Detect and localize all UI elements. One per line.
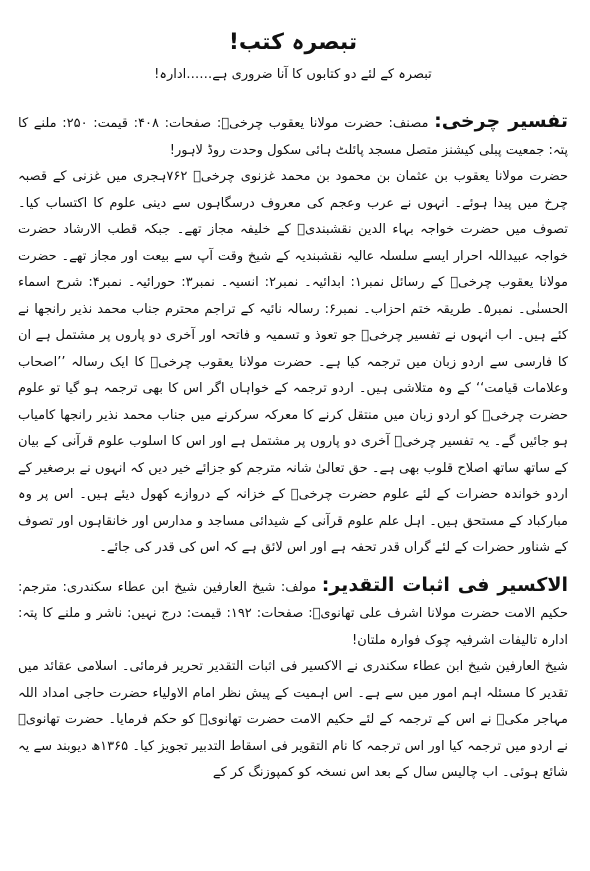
book-title: تفسیر چرخی: <box>434 110 568 132</box>
book-details: مصنف: حضرت مولانا یعقوب چرخیؒ: صفحات: ۴۰۸: قیمت: ۲۵۰: ملنے کا پتہ: جمعیت پبلی کیشنز متصل مسجد پائلٹ ہائی سکول وحدت روڈ لاہور! <box>18 116 568 158</box>
book-details: مولف: شیخ العارفین شیخ ابن عطاء سکندری: مترجم: حکیم الامت حضرت مولانا اشرف علی تھانویؒ: صفحات: ۱۹۲: قیمت: درج نہیں: ناشر و ملنے کا پتہ: ادارہ تالیفات اشرفیہ چوک فوارہ ملتان! <box>18 579 568 648</box>
review-header <box>18 108 568 164</box>
review-body: حضرت مولانا یعقوب بن عثمان بن محمود بن محمد غزنوی چرخیؒ ۷۶۲ہجری میں غزنی کے قصبہ چرخ میں پیدا ہوئے۔ انہوں نے عرب وعجم کی معروف درسگاہوں سے دینی علوم کا اکتساب کیا۔ تصوف میں حضرت خواجہ بہاء الدین نقشبندیؒ کے خلیفہ مجاز تھے۔ جبکہ قطب الارشاد حضرت خواجہ عبیداللہ احرار ایسے سلسلہ عالیہ نقشبندیہ کے شیخ وقت آپ سے بیعت اور مجاز تھے۔ حضرت مولانا یعقوب چرخیؒ کے رسائل نمبر۱: ابدائیہ۔ نمبر۲: انسیہ۔ نمبر۳: حورائیہ۔ نمبر۴: شرح اسماء الحسنٰی۔ نمبر۵۔ طریقہ ختم احزاب۔ نمبر۶: رسالہ نائیہ کے تراجم محترم جناب محمد نذیر رانجھا نے کئے ہیں۔ اب انہوں نے تفسیر چرخیؒ جو تعوذ و تسمیہ و فاتحہ اور آخری دو پاروں پر مشتمل ہے ان کا فارسی سے اردو زبان میں ترجمہ کیا ہے۔ حضرت مولانا یعقوب چرخیؒ کا ایک رسالہ ’’اصحاب وعلامات قیامت‘‘ کے وہ متلاشی ہیں۔ اردو ترجمہ کے خواہاں اگر اس کا بھی ترجمہ ہو گیا تو علوم حضرت چرخیؒ کو اردو زبان میں منتقل کرنے کا معرکہ سرکرنے میں جناب محمد نذیر رانجھا کامیاب ہو جائیں گے۔ یہ تفسیر چرخیؒ آخری دو پاروں پر مشتمل ہے اور اس کا اسلوب علوم قرآنی کے بیان کے ساتھ ساتھ اصلاح قلوب بھی ہے۔ حق تعالیٰ شانہ مترجم کو جزائے خیر دیں کہ انہوں نے برصغیر کے اردو خواندہ حضرات کے لئے علوم حضرت چرخیؒ کے خزانہ کے دروازے کھول دیئے ہیں۔ اس پر وہ مبارکباد کے مستحق ہیں۔ اہل علم علوم قرآنی کے شیدائی مساجد و مدارس اور خانقاہوں اور تصوف کے شناور حضرات کے لئے گراں قدر تحفہ ہے اور اس لائق ہے کہ اس کی قدر کی جائے۔ <box>18 169 568 555</box>
review-tafseer-charkhi <box>18 108 568 562</box>
book-title: الاکسیر فی اثبات التقدیر: <box>321 573 568 596</box>
page-subtitle: تبصرہ کے لئے دو کتابوں کا آنا ضروری ہے……ادارہ! <box>154 67 432 82</box>
review-al-akseer <box>18 572 568 787</box>
review-header <box>18 572 568 655</box>
page-title: تبصرہ کتب! <box>228 30 358 55</box>
review-body: شیخ العارفین شیخ ابن عطاء سکندری نے الاکسیر فی اثبات التقدیر تحریر فرمائی۔ اسلامی عقائد میں تقدیر کا مسئلہ اہم امور میں سے ہے۔ اس اہمیت کے پیش نظر امام الاولیاء حضرت حاجی امداد اللہ مہاجر مکیؒ نے اس کے ترجمہ کے لئے حکیم الامت حضرت تھانویؒ کو حکم فرمایا۔ حضرت تھانویؒ نے اردو میں ترجمہ کیا اور اس ترجمہ کا نام التقویر فی اسقاط التدبیر تجویز کیا۔ ۱۳۶۵ھ دیوبند سے یہ شائع ہوئی۔ اب چالیس سال کے بعد اس نسخہ کو کمپوزنگ کر کے <box>18 659 568 780</box>
